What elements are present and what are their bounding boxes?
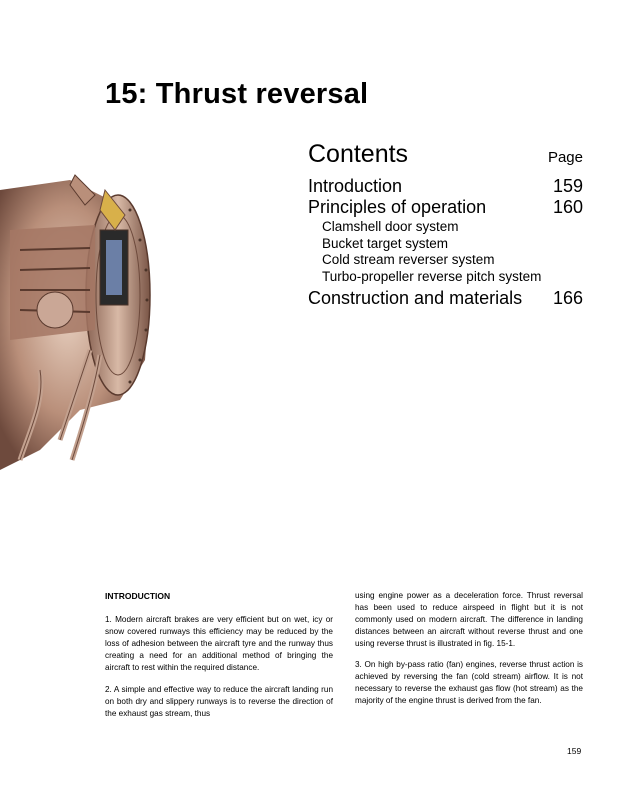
engine-cutaway-illustration (0, 170, 160, 470)
text-column-right (355, 590, 583, 717)
toc-subentry: Bucket target system (322, 235, 449, 251)
chapter-title: 15: Thrust reversal (105, 78, 369, 110)
toc-entry-label: Introduction (308, 176, 403, 196)
toc-entry-label: Construction and materials (308, 288, 523, 308)
contents-table (308, 140, 583, 309)
section-heading: INTRODUCTION (105, 591, 171, 601)
toc-entry-introduction (308, 176, 583, 197)
text-column-left (105, 590, 333, 730)
toc-subentry: Cold stream reverser system (322, 252, 495, 267)
toc-entry-page: 166 (552, 288, 583, 308)
toc-entry-page: 159 (552, 176, 583, 196)
paragraph: 2. A simple and effective way to reduce the aircraft landing run on both dry and slippery runways is to reverse the direction of the exhaust gas stream, thus (105, 685, 333, 718)
contents-page-label: Page (547, 149, 583, 166)
toc-subentry: Turbo-propeller reverse pitch system (322, 268, 542, 284)
toc-entry-principles (308, 197, 583, 218)
paragraph: 3. On high by-pass ratio (fan) engines, reverse thrust action is achieved by reversing the fan (cold stream) airflow. It is not necessary to reverse the exhaust gas flow (hot stream) as the majority of the engine thrust is derived from the fan. (355, 660, 583, 705)
toc-entry-label: Principles of operation (308, 197, 487, 217)
paragraph: 1. Modern aircraft brakes are very efficient but on wet, icy or snow covered runways this efficiency may be reduced by the loss of adhesion between the aircraft tyre and the runway thus creating a need for an additional method of bringing the aircraft to rest within the required distance. (105, 615, 333, 672)
toc-entry-construction (308, 288, 583, 309)
toc-subentry: Clamshell door system (322, 219, 459, 234)
paragraph: using engine power as a deceleration force. Thrust reversal has been used to reduce airspeed in flight but it is not commonly used on modern aircraft. The difference in landing distances between an aircraft without reverse thrust and one using reverse thrust is illustrated in fig. 15-1. (355, 591, 583, 648)
toc-entry-page: 160 (552, 197, 583, 217)
page-number: 159 (567, 746, 582, 756)
contents-title: Contents (308, 140, 409, 168)
